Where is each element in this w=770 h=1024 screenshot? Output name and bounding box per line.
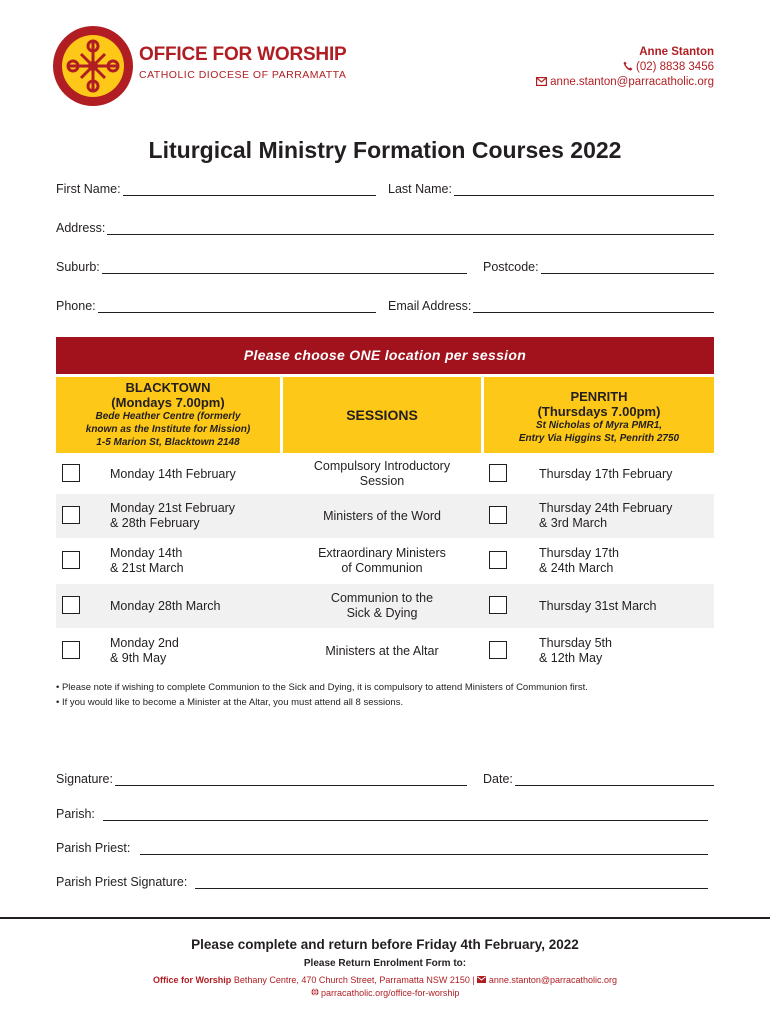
signature-line[interactable] (115, 773, 467, 786)
footer-address: Bethany Centre, 470 Church Street, Parramatta NSW 2150 (233, 975, 470, 985)
penrith-date-line: & 24th March (539, 561, 614, 575)
penrith-checkbox[interactable] (489, 641, 507, 659)
session-name-line: Extraordinary Ministers (318, 546, 446, 560)
sessions-header: SESSIONS (283, 377, 481, 453)
penrith-date-line: & 12th May (539, 651, 603, 665)
penrith-date (539, 546, 714, 576)
penrith-header (484, 377, 714, 453)
parish-priest-field[interactable] (56, 841, 708, 855)
date-line[interactable] (515, 773, 714, 786)
blacktown-date (110, 467, 280, 482)
office-for-worship-logo (52, 25, 134, 107)
session-name (283, 509, 481, 524)
session-row (56, 629, 714, 673)
penrith-date (539, 467, 714, 482)
return-heading: Please Return Enrolment Form to: (303, 958, 467, 969)
footer-divider (0, 917, 770, 919)
penrith-venue-line1: St Nicholas of Myra PMR1, (535, 420, 663, 431)
session-row (56, 455, 714, 493)
address-field[interactable] (56, 221, 714, 235)
envelope-icon (536, 77, 547, 86)
org-name: OFFICE FOR WORSHIP (139, 44, 347, 65)
contact-phone: (02) 8838 3456 (635, 61, 714, 73)
phone-field[interactable] (56, 299, 376, 313)
last-name-field[interactable] (388, 182, 714, 196)
date-field[interactable] (483, 772, 714, 786)
session-row (56, 539, 714, 583)
note-altar: • If you would like to become a Minister at the Altar, you must attend all 8 sessions. (56, 697, 404, 708)
penrith-venue-line2: Entry Via Higgins St, Penrith 2750 (518, 433, 680, 444)
blacktown-date-line: Monday 28th March (110, 598, 221, 613)
session-name-line: Compulsory Introductory (313, 459, 451, 473)
postcode-field[interactable] (483, 260, 714, 274)
blacktown-date-line: Monday 2nd (110, 636, 179, 650)
footer-separator: | (472, 975, 475, 985)
session-row (56, 494, 714, 538)
org-subtitle: CATHOLIC DIOCESE OF PARRAMATTA (139, 69, 347, 81)
note-communion: • Please note if wishing to complete Communion to the Sick and Dying, it is compulsory to attend Ministers of Communion first. (56, 682, 588, 693)
parish-priest-line[interactable] (140, 842, 708, 855)
session-row (56, 584, 714, 628)
footer-contact (0, 974, 770, 1000)
session-name-line: Sick & Dying (346, 606, 418, 620)
last-name-label: Last Name: (388, 182, 452, 196)
priest-signature-line[interactable] (195, 876, 708, 889)
blacktown-header (56, 377, 280, 453)
first-name-line[interactable] (123, 183, 376, 196)
session-name-line: Communion to the (330, 591, 434, 605)
penrith-date-line: Thursday 5th (539, 636, 612, 650)
penrith-date-line: Thursday 31st March (539, 598, 657, 613)
location-banner: Please choose ONE location per session (56, 337, 714, 374)
envelope-icon (477, 976, 486, 983)
session-name (283, 591, 481, 621)
suburb-field[interactable] (56, 260, 467, 274)
globe-icon (311, 988, 319, 996)
blacktown-date-line: & 21st March (110, 561, 184, 575)
blacktown-date-line: & 9th May (110, 651, 167, 665)
notes (56, 680, 588, 710)
blacktown-date-line: Monday 14th (110, 546, 183, 560)
footer-address-row (0, 974, 770, 987)
penrith-checkbox[interactable] (489, 551, 507, 569)
postcode-label: Postcode: (483, 260, 539, 274)
penrith-checkbox[interactable] (489, 464, 507, 482)
session-name-line: of Communion (341, 561, 423, 575)
signature-label: Signature: (56, 772, 113, 786)
postcode-line[interactable] (541, 261, 714, 274)
page-title: Liturgical Ministry Formation Courses 2022 (148, 137, 622, 163)
penrith-date-line: Thursday 24th February (539, 501, 673, 515)
blacktown-checkbox[interactable] (62, 506, 80, 524)
penrith-date-line: & 3rd March (539, 516, 608, 530)
penrith-date (539, 501, 714, 531)
suburb-line[interactable] (102, 261, 467, 274)
footer-email[interactable]: anne.stanton@parracatholic.org (488, 975, 618, 985)
blacktown-name: BLACKTOWN (125, 380, 211, 395)
session-name (283, 546, 481, 576)
address-line[interactable] (107, 222, 714, 235)
blacktown-checkbox[interactable] (62, 596, 80, 614)
footer-website-row (0, 987, 770, 1000)
penrith-date (539, 599, 714, 614)
parish-field[interactable] (56, 807, 708, 821)
parish-line[interactable] (103, 808, 708, 821)
phone-label: Phone: (56, 299, 96, 313)
phone-icon (623, 61, 633, 71)
blacktown-date (110, 599, 280, 614)
session-name-line: Ministers of the Word (323, 508, 441, 523)
blacktown-date (110, 501, 280, 531)
session-name-line: Session (359, 474, 405, 488)
blacktown-date-line: Monday 14th February (110, 466, 236, 481)
contact-email-row (536, 75, 714, 90)
blacktown-date-line: & 28th February (110, 516, 200, 530)
suburb-label: Suburb: (56, 260, 100, 274)
priest-signature-field[interactable] (56, 875, 708, 889)
blacktown-date-line: Monday 21st February (110, 501, 236, 515)
blacktown-checkbox[interactable] (62, 551, 80, 569)
email-field[interactable] (388, 299, 714, 313)
signature-field[interactable] (56, 772, 467, 786)
email-label: Email Address: (388, 299, 472, 313)
blacktown-venue-line1: Bede Heather Centre (formerly (95, 411, 241, 422)
blacktown-date (110, 636, 280, 666)
blacktown-venue-line3: 1-5 Marion St, Blacktown 2148 (96, 437, 240, 448)
date-label: Date: (483, 772, 513, 786)
footer-office-name: Office for Worship (152, 975, 232, 985)
address-label: Address: (56, 221, 106, 235)
blacktown-date (110, 546, 280, 576)
blacktown-time: (Mondays 7.00pm) (111, 395, 225, 410)
email-line[interactable] (473, 300, 714, 313)
first-name-field[interactable] (56, 182, 376, 196)
last-name-line[interactable] (454, 183, 714, 196)
blacktown-checkbox[interactable] (62, 464, 80, 482)
priest-signature-label: Parish Priest Signature: (56, 875, 188, 889)
return-deadline: Please complete and return before Friday 4th February, 2022 (191, 937, 579, 952)
contact-name: Anne Stanton (639, 46, 714, 58)
penrith-date (539, 636, 714, 666)
parish-label: Parish: (56, 807, 95, 821)
blacktown-checkbox[interactable] (62, 641, 80, 659)
penrith-name: PENRITH (570, 389, 628, 404)
session-name (283, 459, 481, 489)
penrith-checkbox[interactable] (489, 596, 507, 614)
penrith-checkbox[interactable] (489, 506, 507, 524)
blacktown-venue-line2: known as the Institute for Mission) (85, 424, 251, 435)
contact-block (536, 45, 714, 90)
session-name-line: Ministers at the Altar (325, 643, 439, 658)
contact-phone-row (536, 60, 714, 75)
penrith-date-line: Thursday 17th (539, 546, 619, 560)
penrith-date-line: Thursday 17th February (539, 466, 673, 481)
phone-line[interactable] (98, 300, 376, 313)
contact-email[interactable]: anne.stanton@parracatholic.org (550, 76, 714, 88)
parish-priest-label: Parish Priest: (56, 841, 131, 855)
session-name (283, 644, 481, 659)
first-name-label: First Name: (56, 182, 121, 196)
penrith-time: (Thursdays 7.00pm) (537, 404, 661, 419)
footer-website[interactable]: parracatholic.org/office-for-worship (321, 988, 460, 998)
